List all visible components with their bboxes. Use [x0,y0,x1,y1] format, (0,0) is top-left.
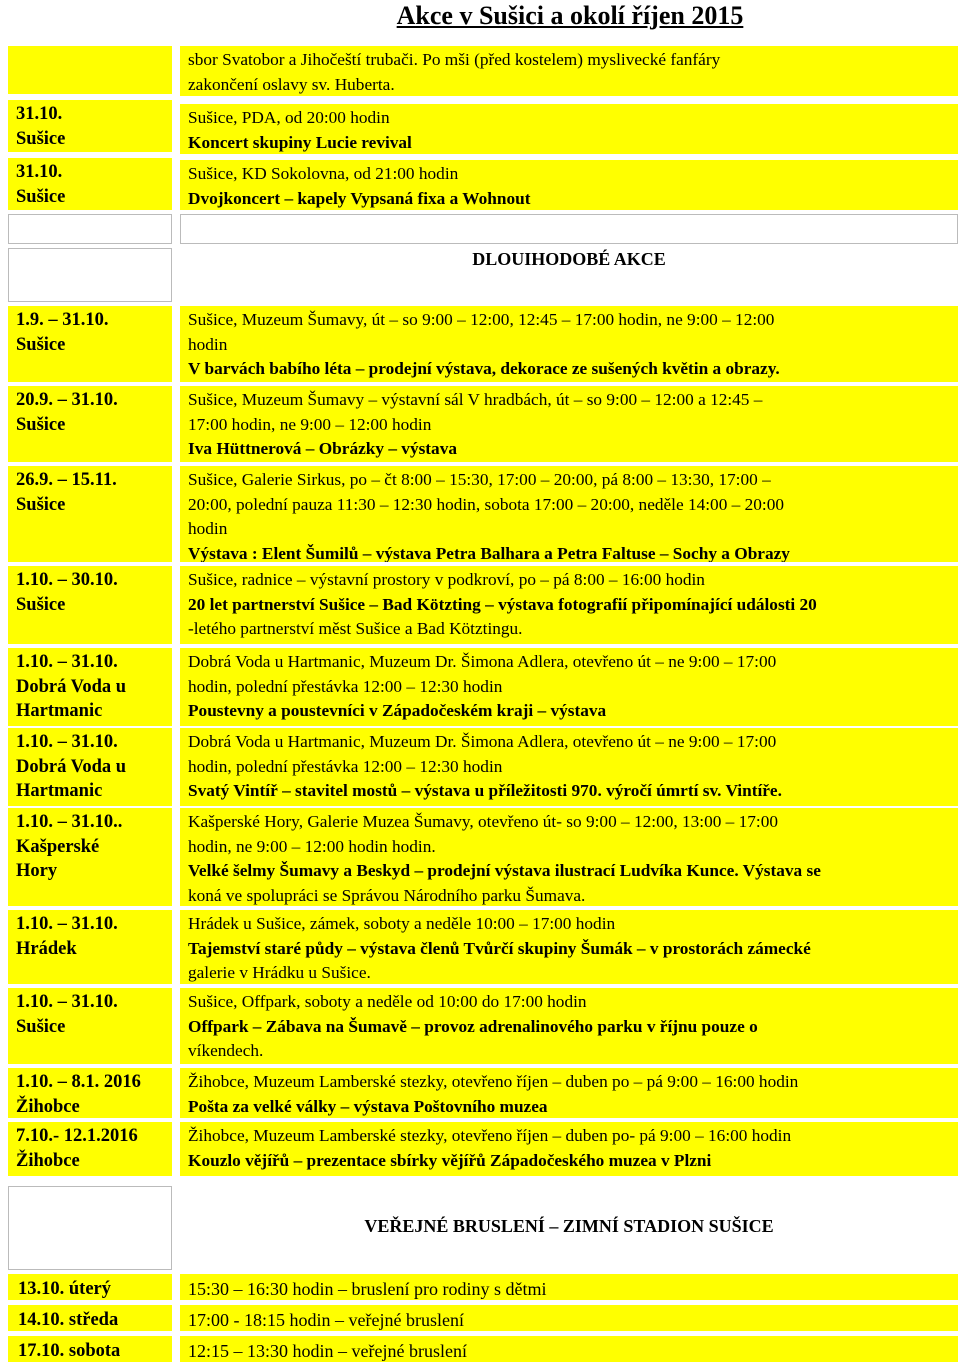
date-cell [8,910,172,984]
event-line: víkendech. [188,1041,264,1061]
event-line: 17:00 hodin, ne 9:00 – 12:00 hodin [188,414,432,434]
event-line: Pošta za velké války – výstava Poštovního muzea [188,1096,548,1116]
event-line: V barvách babího léta – prodejní výstava, dekorace ze sušených květin a obrazy. [188,359,780,379]
event-line: Sušice, radnice – výstavní prostory v podkroví, po – pá 8:00 – 16:00 hodin [188,570,705,589]
date-line: 1.9. – 31.10. [16,310,109,330]
date-cell [8,728,172,806]
event-line: koná ve spolupráci se Správou Národního parku Šumava. [188,885,586,905]
event-line: Dobrá Voda u Hartmanic, Muzeum Dr. Šimona Adlera, otevřeno út – ne 9:00 – 17:00 [188,732,777,751]
date-line: 1.10. – 31.10.. [16,812,123,832]
event-cell [180,46,958,96]
place-line: Sušice [16,128,66,149]
place-line: Hrádek [16,938,77,959]
event-line: Koncert skupiny Lucie revival [188,132,412,152]
event-line: hodin [188,334,228,354]
event-line: Poustevny a poustevníci v Západočeském kraji – výstava [188,701,607,721]
event-line: Žihobce, Muzeum Lamberské stezky, otevřeno říjen – duben po- pá 9:00 – 16:00 hodin [188,1126,792,1145]
event-line: sbor Svatobor a Jihočeští trubači. Po mši (před kostelem) myslivecké fanfáry [188,50,721,69]
place-line: Kašperské [16,836,100,857]
event-line: Hrádek u Sušice, zámek, soboty a neděle 10:00 – 17:00 hodin [188,914,616,933]
event-line: Svatý Vintíř – stavitel mostů – výstava u příležitosti 970. výročí úmrtí sv. Vintíře. [188,781,782,801]
date-line: 1.10. – 8.1. 2016 [16,1072,141,1092]
event-cell [180,306,958,382]
skating-date: 13.10. úterý [8,1274,172,1300]
date-line: 1.10. – 31.10. [16,652,118,672]
date-cell [8,158,172,210]
place-line: Žihobce [16,1096,80,1117]
event-line: Sušice, Muzeum Šumavy, út – so 9:00 – 12:00, 12:45 – 17:00 hodin, ne 9:00 – 12:00 [188,310,775,329]
event-line: Dobrá Voda u Hartmanic, Muzeum Dr. Šimona Adlera, otevřeno út – ne 9:00 – 17:00 [188,652,777,671]
empty-cell [8,248,172,302]
date-line: 7.10.- 12.1.2016 [16,1126,138,1146]
event-cell [180,160,958,210]
event-line: -letého partnerství měst Sušice a Bad Kötztingu. [188,619,523,639]
date-line: 20.9. – 31.10. [16,390,118,410]
date-line: 1.10. – 31.10. [16,732,118,752]
place-line: Sušice [16,186,66,207]
date-line: 1.10. – 30.10. [16,570,118,590]
date-cell [8,1122,172,1176]
page-title: Akce v Sušici a okolí říjen 2015 [396,1,744,30]
event-cell [180,728,958,806]
place-line: Sušice [16,1016,66,1037]
event-cell [180,648,958,726]
date-cell [8,386,172,462]
place-line: Sušice [16,334,66,355]
event-line: zakončení oslavy sv. Huberta. [188,74,395,94]
event-cell [180,566,958,644]
place-line: Hory [16,861,58,882]
event-line: Velké šelmy Šumavy a Beskyd – prodejní výstava ilustrací Ludvíka Kunce. Výstava se [188,861,821,881]
date-line: 1.10. – 31.10. [16,992,118,1012]
event-line: hodin, polední přestávka 12:00 – 12:30 hodin [188,756,503,776]
event-line: 20 let partnerství Sušice – Bad Kötzting – výstava fotografií připomínající události 20 [188,594,817,614]
event-line: Sušice, Muzeum Šumavy – výstavní sál V hradbách, út – so 9:00 – 12:00 a 12:45 – [188,390,763,409]
place-line: Žihobce [16,1150,80,1171]
place-line: Sušice [16,414,66,435]
event-line: Tajemství staré půdy – výstava členů Tvůrčí skupiny Šumák – v prostorách zámecké [188,938,811,958]
place-line: Dobrá Voda u [16,756,127,777]
event-cell [180,808,958,906]
long-term-heading: DLOUIHODOBÉ AKCE [472,249,666,269]
skating-date: 14.10. středa [8,1305,172,1331]
skating-time: 17:00 - 18:15 hodin – veřejné bruslení [180,1305,958,1331]
event-line: Dvojkoncert – kapely Vypsaná fixa a Wohnout [188,188,531,208]
event-line: Iva Hüttnerová – Obrázky – výstava [188,439,457,459]
date-cell [8,648,172,726]
place-line: Hartmanic [16,781,103,802]
event-cell [180,910,958,984]
date-line: 26.9. – 15.11. [16,470,117,490]
skating-heading: VEŘEJNÉ BRUSLENÍ – ZIMNÍ STADION SUŠICE [364,1216,774,1236]
event-line: hodin, polední přestávka 12:00 – 12:30 hodin [188,676,503,696]
date-line: 31.10. [16,104,63,124]
date-cell [8,466,172,562]
event-cell [180,1122,958,1176]
event-line: Žihobce, Muzeum Lamberské stezky, otevřeno říjen – duben po – pá 9:00 – 16:00 hodin [188,1072,799,1091]
event-cell [180,1068,958,1118]
event-cell [180,988,958,1064]
date-cell [8,46,172,94]
event-line: hodin [188,519,228,539]
date-cell [8,808,172,906]
event-line: galerie v Hrádku u Sušice. [188,963,371,983]
date-cell [8,100,172,152]
event-cell [180,104,958,154]
skating-date: 17.10. sobota [8,1336,172,1362]
date-cell [8,566,172,644]
date-cell [8,988,172,1064]
event-line: Sušice, PDA, od 20:00 hodin [188,108,390,127]
date-cell [8,306,172,382]
empty-cell [8,1186,172,1270]
event-line: Kašperské Hory, Galerie Muzea Šumavy, otevřeno út- so 9:00 – 12:00, 13:00 – 17:00 [188,812,778,831]
event-line: Sušice, Galerie Sirkus, po – čt 8:00 – 15:30, 17:00 – 20:00, pá 8:00 – 13:30, 17:00 – [188,470,771,489]
skating-time: 15:30 – 16:30 hodin – bruslení pro rodiny s dětmi [180,1274,958,1300]
date-line: 31.10. [16,162,63,182]
event-line: Sušice, Offpark, soboty a neděle od 10:00 do 17:00 hodin [188,992,587,1011]
date-cell [8,1068,172,1118]
place-line: Hartmanic [16,701,103,722]
empty-cell [180,214,958,244]
place-line: Dobrá Voda u [16,676,127,697]
skating-time: 12:15 – 13:30 hodin – veřejné bruslení [180,1336,958,1362]
place-line: Sušice [16,594,66,615]
event-line: hodin, ne 9:00 – 12:00 hodin hodin. [188,836,436,856]
place-line: Sušice [16,494,66,515]
event-cell [180,386,958,462]
event-line: Kouzlo vějířů – prezentace sbírky vějířů Západočeského muzea v Plzni [188,1150,712,1170]
empty-cell [8,214,172,244]
event-line: 20:00, polední pauza 11:30 – 12:30 hodin, sobota 17:00 – 20:00, neděle 14:00 – 20:00 [188,494,784,514]
event-line: Offpark – Zábava na Šumavě – provoz adrenalinového parku v říjnu pouze o [188,1016,758,1036]
event-line: Výstava : Elent Šumilů – výstava Petra Balhara a Petra Faltuse – Sochy a Obrazy [188,543,790,562]
date-line: 1.10. – 31.10. [16,914,118,934]
event-line: Sušice, KD Sokolovna, od 21:00 hodin [188,164,459,183]
event-cell [180,466,958,562]
